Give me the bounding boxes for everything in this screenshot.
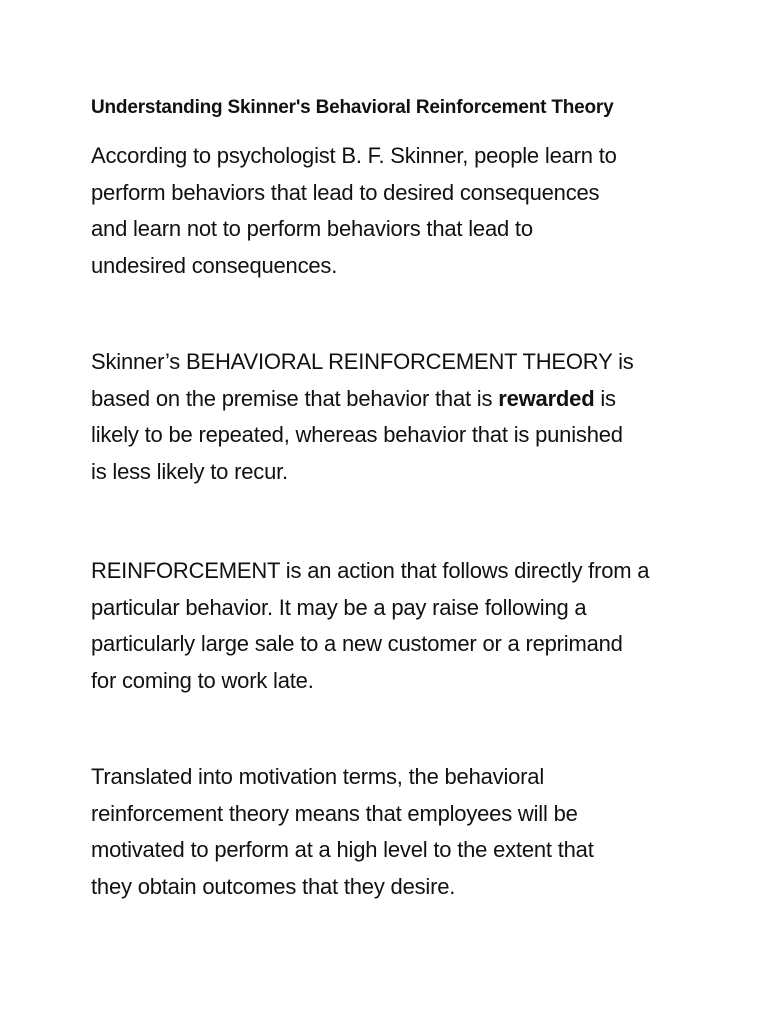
document-title: Understanding Skinner's Behavioral Reinforcement Theory xyxy=(91,97,614,118)
paragraph-line: According to psychologist B. F. Skinner, people learn to xyxy=(91,143,617,168)
paragraph-line: Skinner’s BEHAVIORAL REINFORCEMENT THEORY is xyxy=(91,349,634,374)
line-text-before: based on the premise that behavior that is xyxy=(91,385,499,411)
paragraph-line: and learn not to perform behaviors that lead to xyxy=(91,216,533,241)
paragraph-line: for coming to work late. xyxy=(91,667,314,693)
line-text-after: is xyxy=(594,385,616,411)
paragraph-reinforcement-definition xyxy=(91,553,711,699)
paragraph-motivation-terms xyxy=(91,759,711,905)
paragraph-line: undesired consequences. xyxy=(91,252,338,278)
paragraph-line: particular behavior. It may be a pay raise following a xyxy=(91,594,587,620)
paragraph-line: Translated into motivation terms, the behavioral xyxy=(91,764,545,789)
paragraph-line: REINFORCEMENT is an action that follows directly from a xyxy=(91,558,650,583)
paragraph-theory-premise xyxy=(91,344,711,490)
emphasized-word-rewarded: rewarded xyxy=(498,385,595,411)
paragraph-line: motivated to perform at a high level to the extent that xyxy=(91,837,594,862)
paragraph-line: perform behaviors that lead to desired consequences xyxy=(91,179,600,205)
paragraph-line: particularly large sale to a new customer or a reprimand xyxy=(91,631,623,656)
paragraph-line: is less likely to recur. xyxy=(91,458,288,484)
paragraph-line-with-emphasis xyxy=(91,381,711,418)
paragraph-line: they obtain outcomes that they desire. xyxy=(91,873,456,899)
paragraph-line: reinforcement theory means that employees will be xyxy=(91,800,578,826)
paragraph-skinner-intro xyxy=(91,138,711,284)
paragraph-line: likely to be repeated, whereas behavior that is punished xyxy=(91,422,623,447)
